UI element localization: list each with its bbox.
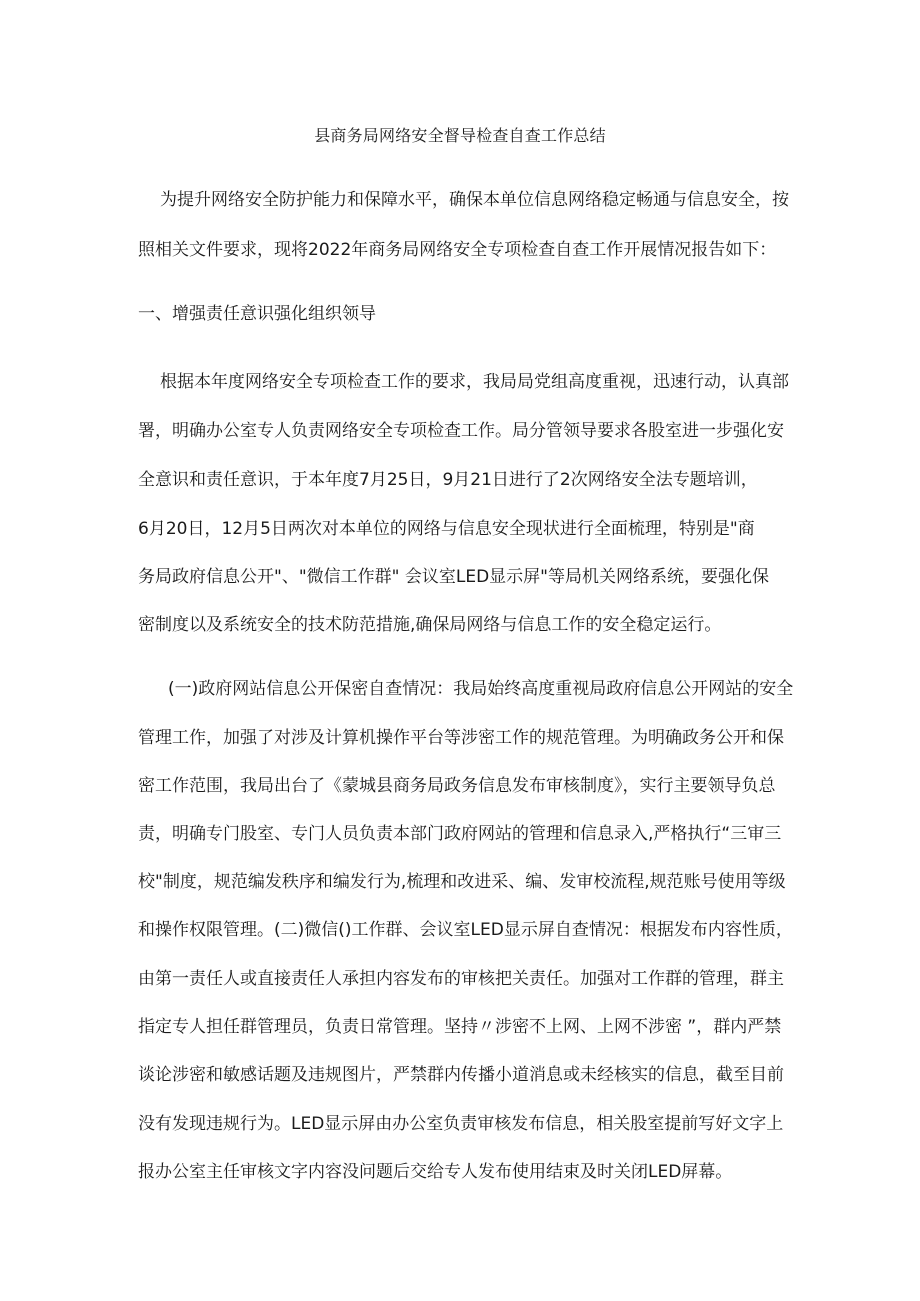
para1-line-5: 务局政府信息公开"、"微信工作群" 会议室LED显示屏"等局机关网络系统，要强化保 — [138, 567, 769, 587]
para2-line-7: 由第一责任人或直接责任人承担内容发布的审核把关责任。加强对工作群的管理，群主 — [138, 969, 784, 989]
para2-line-2: 管理工作，加强了对涉及计算机操作平台等涉密工作的规范管理。为明确政务公开和保 — [138, 728, 784, 748]
para2-line-11: 报办公室主任审核文字内容没问题后交给专人发布使用结束及时关闭LED屏幕。 — [138, 1162, 733, 1182]
para1-line-2: 署，明确办公室专人负责网络安全专项检查工作。局分管领导要求各股室进一步强化安 — [138, 421, 784, 441]
intro-line-1: 为提升网络安全防护能力和保障水平，确保本单位信息网络稳定畅通与信息安全，按 — [160, 190, 789, 210]
para2-line-6: 和操作权限管理。(二)微信()工作群、会议室LED显示屏自查情况：根据发布内容性质， — [138, 920, 793, 940]
para2-line-4: 责，明确专门股室、专门人员负责本部门政府网站的管理和信息录入,严格执行“三审三 — [138, 824, 782, 844]
para2-line-8: 指定专人担任群管理员，负责日常管理。坚持〃涉密不上网、上网不涉密 ”，群内严禁 — [138, 1017, 782, 1037]
intro-line-2: 照相关文件要求，现将2022年商务局网络安全专项检查自查工作开展情况报告如下： — [138, 240, 777, 260]
para2-line-3: 密工作范围，我局出台了《蒙城县商务局政务信息发布审核制度》，实行主要领导负总 — [138, 776, 776, 796]
para1-line-3: 全意识和责任意识，于本年度7月25日，9月21日进行了2次网络安全法专题培训， — [138, 470, 758, 490]
para2-line-9: 谈论涉密和敏感话题及违规图片，严禁群内传播小道消息或未经核实的信息，截至目前 — [138, 1065, 784, 1085]
para2-line-1: (一)政府网站信息公开保密自查情况：我局始终高度重视局政府信息公开网站的安全 — [168, 679, 794, 699]
para2-line-10: 没有发现违规行为。LED显示屏由办公室负责审核发布信息，相关股室提前写好文字上 — [138, 1114, 784, 1134]
para2-line-5: 校"制度，规范编发秩序和编发行为,梳理和改进采、编、发审校流程,规范账号使用等级 — [138, 872, 786, 892]
para1-line-1: 根据本年度网络安全专项检查工作的要求，我局局党组高度重视，迅速行动，认真部 — [160, 372, 789, 392]
para1-line-6: 密制度以及系统安全的技术防范措施,确保局网络与信息工作的安全稳定运行。 — [138, 615, 722, 635]
para1-line-4: 6月20日，12月5日两次对本单位的网络与信息安全现状进行全面梳理，特别是"商 — [138, 519, 755, 539]
section-heading: 一、增强责任意识强化组织领导 — [138, 304, 376, 324]
document-title: 县商务局网络安全督导检查自查工作总结 — [314, 126, 606, 145]
